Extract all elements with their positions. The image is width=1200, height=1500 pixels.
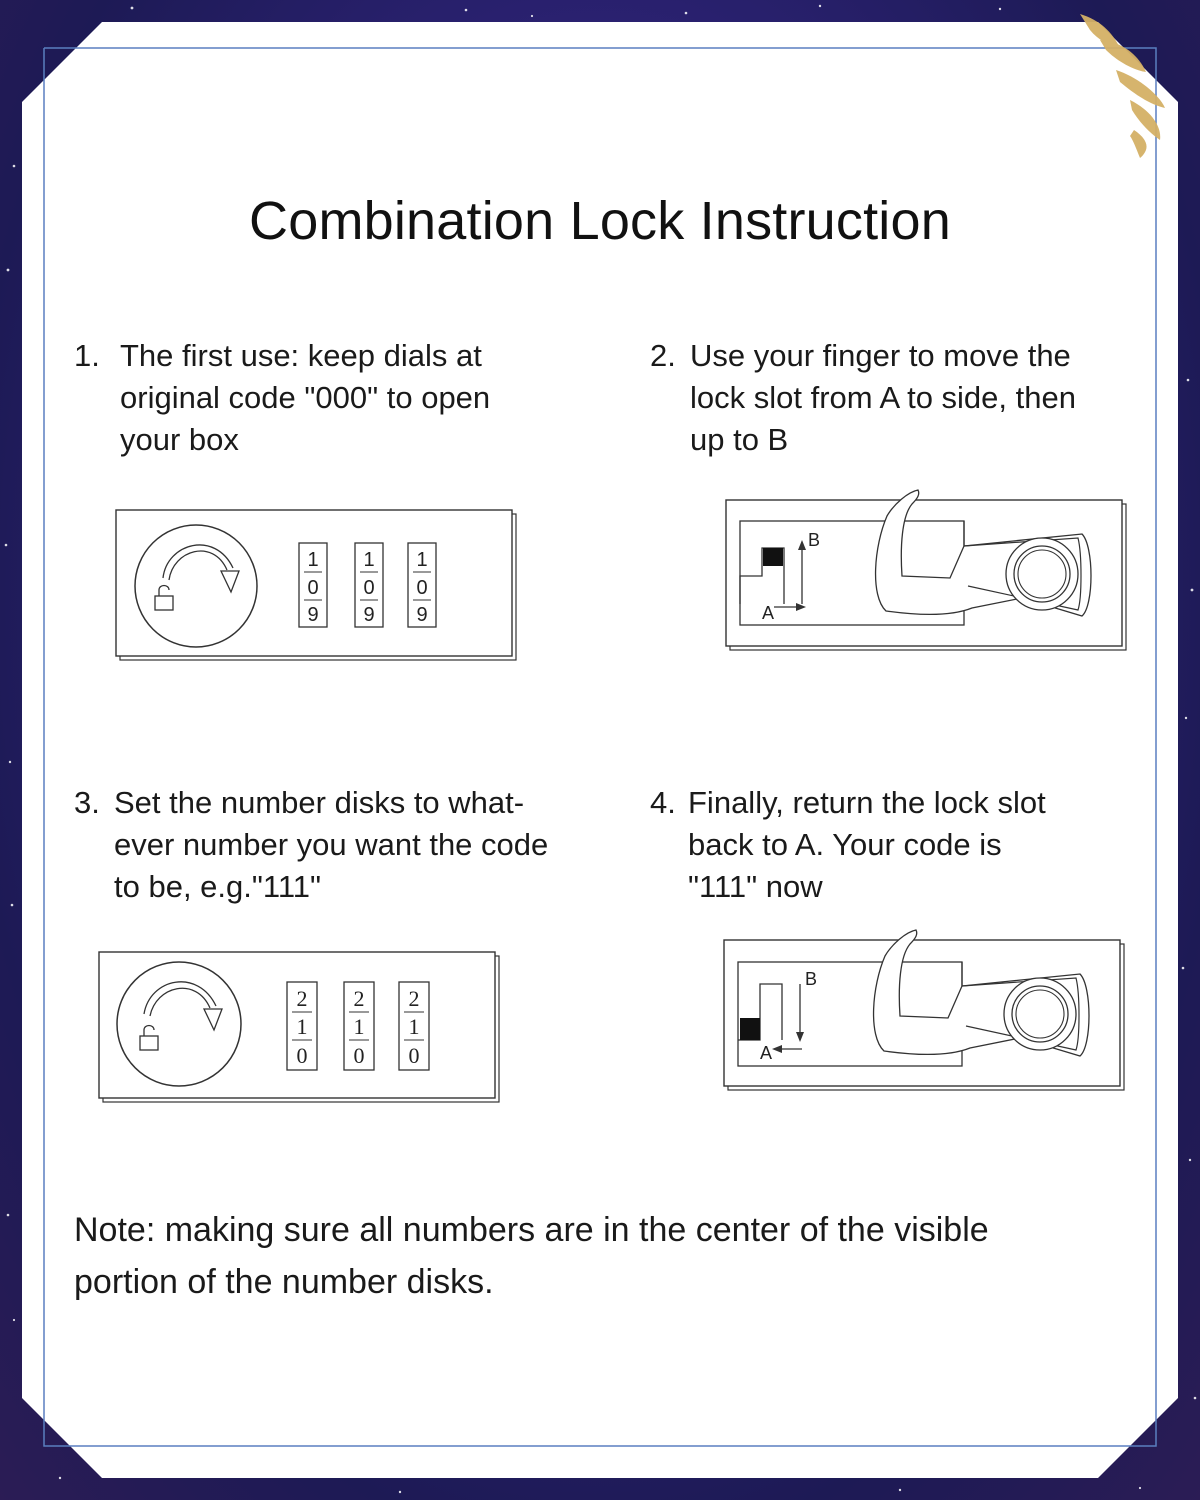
svg-text:2: 2 [408,986,420,1011]
svg-text:0: 0 [416,577,428,599]
svg-text:A: A [760,1043,773,1063]
svg-text:2: 2 [296,986,308,1011]
svg-text:A: A [762,603,775,623]
step-number: 4. [650,785,676,820]
step-2 [650,335,1170,465]
page-title: Combination Lock Instruction [249,191,951,251]
svg-text:1: 1 [363,549,375,571]
svg-text:1: 1 [353,1014,365,1039]
step-number: 2. [650,338,676,373]
step-text: Use your finger to move the lock slot from A to side, then up to B [690,338,1076,457]
note-text: Note: making sure all numbers are in the center of the visible portion of the number disks. [74,1211,989,1301]
step-text: Set the number disks to what- ever number you want the code to be, e.g."111" [114,785,549,904]
svg-text:B: B [808,530,821,550]
lock-diagram-1 [115,508,521,668]
lock-diagram-4 [720,924,1130,1096]
svg-text:0: 0 [363,577,375,599]
svg-text:B: B [805,969,818,989]
svg-text:2: 2 [353,986,365,1011]
svg-text:9: 9 [307,604,319,626]
lock-diagram-3 [98,950,504,1110]
svg-text:0: 0 [353,1043,365,1068]
step-number: 1. [74,338,100,373]
step-1 [74,335,594,465]
svg-text:1: 1 [307,549,319,571]
svg-text:1: 1 [408,1014,420,1039]
svg-text:9: 9 [363,604,375,626]
svg-text:9: 9 [416,604,428,626]
step-number: 3. [74,785,100,820]
step-4 [650,782,1170,912]
svg-text:1: 1 [416,549,428,571]
step-text: Finally, return the lock slot back to A. Your code is "111" now [688,785,1046,904]
step-text: The first use: keep dials at original code "000" to open your box [120,338,491,457]
lock-slot [740,1018,760,1040]
lock-slot [763,548,783,566]
lock-diagram-2 [722,486,1132,656]
svg-text:0: 0 [307,577,319,599]
step-3 [74,782,634,912]
svg-text:0: 0 [296,1043,308,1068]
svg-text:0: 0 [408,1043,420,1068]
svg-text:1: 1 [296,1014,308,1039]
